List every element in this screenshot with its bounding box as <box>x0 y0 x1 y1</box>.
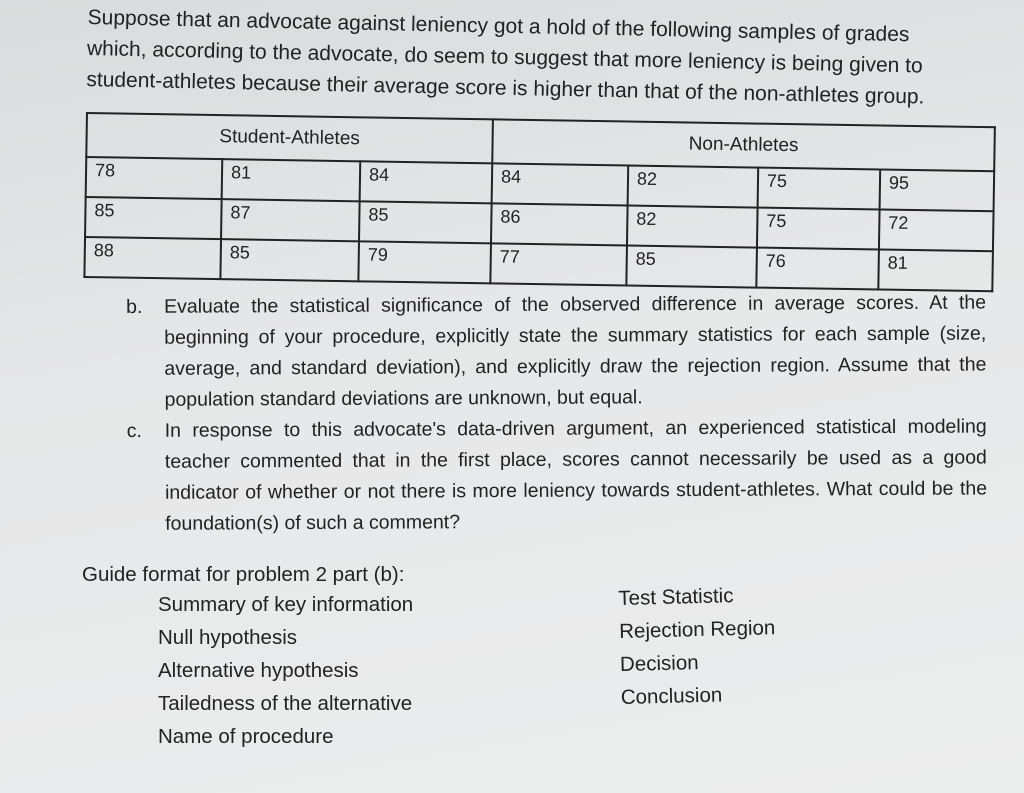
table-cell: 85 <box>626 246 757 288</box>
header-non-athletes: Non-Athletes <box>492 119 995 171</box>
intro-line: which, according to the advocate, do seem to suggest that more leniency is being given to <box>86 36 923 78</box>
table-cell: 86 <box>491 203 628 245</box>
table-cell: 78 <box>86 157 223 199</box>
table-cell: 85 <box>85 197 222 239</box>
question-label: b. <box>126 295 143 318</box>
question-list <box>126 287 987 539</box>
guide-item: Conclusion <box>620 683 723 709</box>
guide-item: Alternative hypothesis <box>158 659 359 682</box>
guide-item: Null hypothesis <box>158 626 298 649</box>
table-cell: 88 <box>84 237 221 279</box>
table-cell: 95 <box>880 169 995 211</box>
table-cell: 76 <box>756 248 879 290</box>
table-cell: 72 <box>879 209 994 251</box>
table-cell: 81 <box>878 249 993 291</box>
guide-right-column <box>618 578 777 714</box>
guide-item: Test Statistic <box>618 584 734 610</box>
table-cell: 85 <box>220 239 359 281</box>
question-b <box>126 287 987 416</box>
guide-item: Tailedness of the alternative <box>158 692 413 715</box>
guide-item: Summary of key information <box>158 593 414 616</box>
table-cell: 79 <box>358 241 491 283</box>
grades-table <box>83 112 995 292</box>
guide-title: Guide format for problem 2 part (b): <box>82 563 405 586</box>
table-cell: 77 <box>490 243 627 285</box>
table-cell: 84 <box>360 161 493 203</box>
intro-line: student-athletes because their average score is higher than that of the non-athletes group. <box>86 67 925 109</box>
question-label: c. <box>126 419 142 442</box>
question-text: Evaluate the statistical significance of the observed difference in average scores. At the beginning of your procedure, explicitly state the summary statistics for each sample (size, average, and standard deviation), and explicitly draw the rejection region. Assume that the population standard deviations are unknown, but equal. <box>164 291 987 411</box>
question-text: In response to this advocate's data-driven argument, an experienced statistical modeling teacher commented that in the first place, scores cannot necessarily be used as a good indicator of whether or not there is more leniency towards student-athletes. What could be the foundation(s) of such a comment? <box>164 415 988 535</box>
table-cell: 87 <box>221 199 360 241</box>
problem-intro <box>86 2 988 114</box>
table-cell: 85 <box>359 201 492 243</box>
question-c <box>127 411 988 540</box>
header-student-athletes: Student-Athletes <box>86 113 493 163</box>
table-cell: 75 <box>757 208 880 250</box>
table-cell: 75 <box>758 168 881 210</box>
guide-item: Rejection Region <box>618 616 776 643</box>
table-cell: 81 <box>222 159 361 201</box>
table-cell: 82 <box>628 166 759 208</box>
intro-line: Suppose that an advocate against leniency got a hold of the following samples of grades <box>87 5 910 47</box>
guide-left-column <box>158 588 413 753</box>
guide-item: Decision <box>619 651 699 676</box>
table-cell: 84 <box>492 163 629 205</box>
table-cell: 82 <box>627 206 758 248</box>
guide-item: Name of procedure <box>158 725 334 748</box>
guide-format <box>82 558 982 748</box>
